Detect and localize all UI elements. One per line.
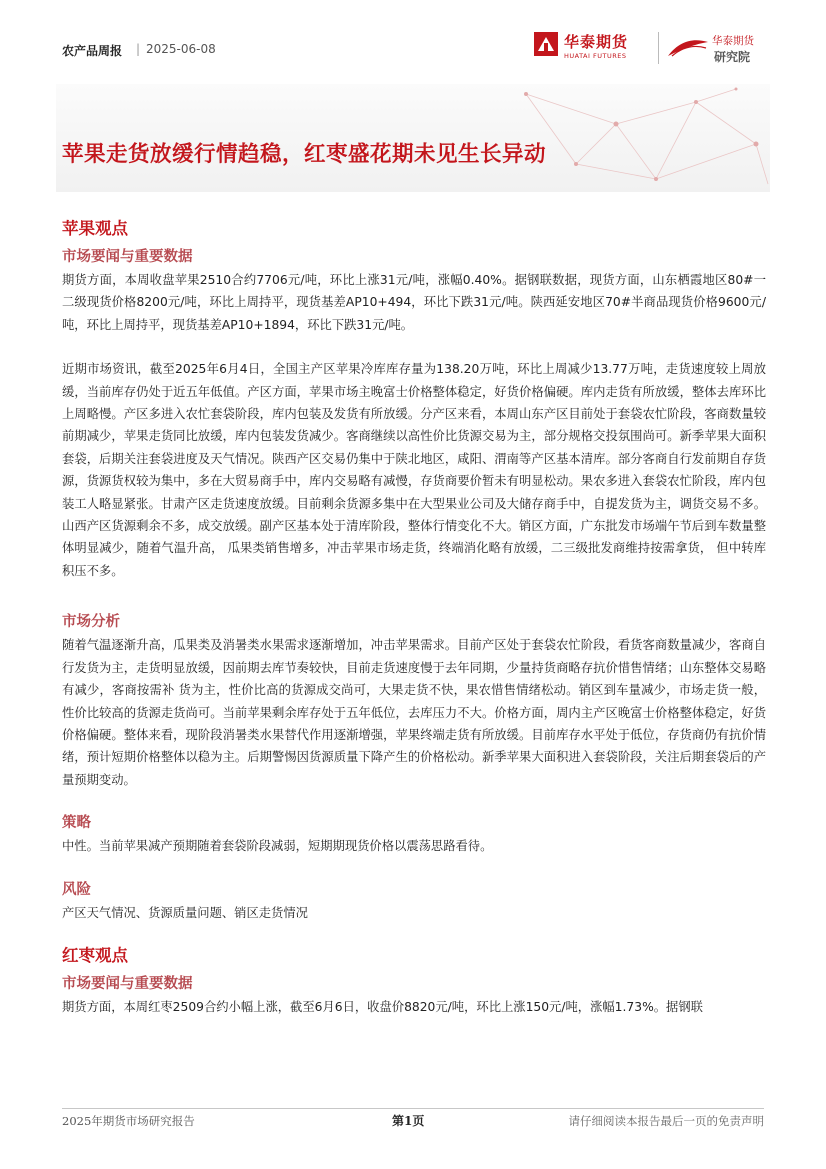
institute-swoosh-icon (666, 36, 710, 58)
apple-risk-heading: 风险 (62, 881, 91, 898)
apple-section-heading: 苹果观点 (62, 219, 128, 238)
institute-name-line1: 华泰期货 (712, 35, 754, 47)
page-header (62, 30, 764, 66)
footer-disclaimer-note: 请仔细阅读本报告最后一页的免责声明 (568, 1114, 764, 1128)
jujube-section-heading: 红枣观点 (62, 945, 128, 965)
institute-name-line2: 研究院 (714, 50, 751, 64)
jujube-market-heading: 市场要闻与重要数据 (62, 975, 193, 992)
apple-market-heading: 市场要闻与重要数据 (62, 249, 193, 265)
apple-risk-paragraph: 产区天气情况、货源质量问题、销区走货情况 (62, 905, 308, 920)
report-body (62, 211, 766, 1018)
logo-divider (658, 32, 659, 64)
jujube-market-paragraph-1: 期货方面，本周红枣2509合约小幅上涨，截至6月6日，收盘价8820元/吨，环比上涨150元/吨，涨幅1.73%。据钢联 (62, 999, 703, 1014)
apple-market-paragraph-2: 近期市场资讯，截至2025年6月4日，全国主产区苹果冷库库存量为138.20万吨，环比上周减少13.77万吨，走货速度较上周放缓，当前库存仍处于近五年低值。产区方面，苹果市场主晚富士价格整体稳定，好货价格偏硬。库内走货有所放缓，整体去库环比上周略慢。产区多进入农忙套袋阶段，库内包装及发货有所放缓。分产区来看，本周山东产区目前处于套袋农忙阶段，客商数量较前期减少，苹果走货同比放缓，库内包装发货减少。客商继续以高性价比货源交易为主，部分规格交投氛围尚可。新季苹果大面积套袋，后期关注套袋进度及天气情况。陕西产区交易仍集中于陕北地区，咸阳、渭南等产区基本清库。部分客商自行发前期自存货源，货源货权较为集中，多在大贸易商手中，库内交易略有减慢，存货商要价暂未有明显松动。果农多进入套袋农忙阶段，库内包装工人略显紧张。甘肃产区走货速度放缓。目前剩余货源多集中在大型果业公司及大储存商手中，自提发货为主，调货交易不多。山西产区货源剩余不多，成交放缓。副产区基本处于清库阶段，整体行情变化不大。销区方面，广东批发市场端午节后到车数量整体明显减少，随着气温升高， 瓜果类销售增多，冲击苹果市场走货，终端消化略有放缓，二三级批发商维持按需拿货， 但中转库积压不多。 (62, 362, 766, 578)
apple-strategy-heading: 策略 (62, 815, 91, 832)
logo-en-text: HUATAI FUTURES (564, 52, 627, 60)
huatai-logo (534, 30, 764, 66)
doc-type-label: 农产品周报 (62, 44, 123, 58)
apple-market-paragraph-1: 期货方面，本周收盘苹果2510合约7706元/吨，环比上涨31元/吨，涨幅0.40%。据钢联数据，现货方面，山东栖霞地区80#一二级现货价格8200元/吨，环比上周持平，现货基差AP10+494，环比下跌31元/吨。陕西延安地区70#半商品现货价格9600元/吨，环比上周持平，现货基差AP10+1894，环比下跌31元/吨。 (62, 273, 766, 332)
title-banner (56, 84, 770, 192)
huatai-logo-icon (534, 32, 558, 56)
apple-strategy-paragraph: 中性。当前苹果减产预期随着套袋阶段减弱，短期期现货价格以震荡思路看待。 (62, 839, 493, 854)
header-separator: | (136, 42, 141, 56)
report-date: 2025-06-08 (146, 42, 216, 56)
apple-analysis-heading: 市场分析 (62, 614, 120, 631)
apple-analysis-paragraph: 随着气温逐渐升高，瓜果类及消暑类水果需求逐渐增加，冲击苹果需求。目前产区处于套袋农忙阶段，看货客商数量减少，客商自行发货为主，走货明显放缓，因前期去库节奏较快，目前走货速度慢于去年同期，少量持货商略存抗价惜售情绪；山东整体交易略有减少，客商按需补 货为主，性价比高的货源成交尚可，大果走货不快，果农惜售情绪松动。销区到车量减少，市场走货一般，性价比较高的货源走货尚可。当前苹果剩余库存处于五年低位，去库压力不大。价格方面，周内主产区晚富士价格整体稳定，好货价格偏硬。整体来看，现阶段消暑类水果替代作用逐渐增强，苹果终端走货有所放缓。目前库存水平处于低位，存货商仍有抗价情绪，预计短期价格整体以稳为主。后期警惕因货源质量下降产生的价格松动。新季苹果大面积进入套袋阶段，关注后期套袋后的产量预期变动。 (62, 638, 766, 787)
logo-cn-text: 华泰期货 (564, 33, 629, 51)
report-title: 苹果走货放缓行情趋稳，红枣盛花期未见生长异动 (62, 142, 547, 167)
footer-report-name: 2025年期货市场研究报告 (62, 1114, 195, 1128)
page-number: 第1页 (392, 1114, 425, 1128)
page-footer (62, 1108, 764, 1132)
